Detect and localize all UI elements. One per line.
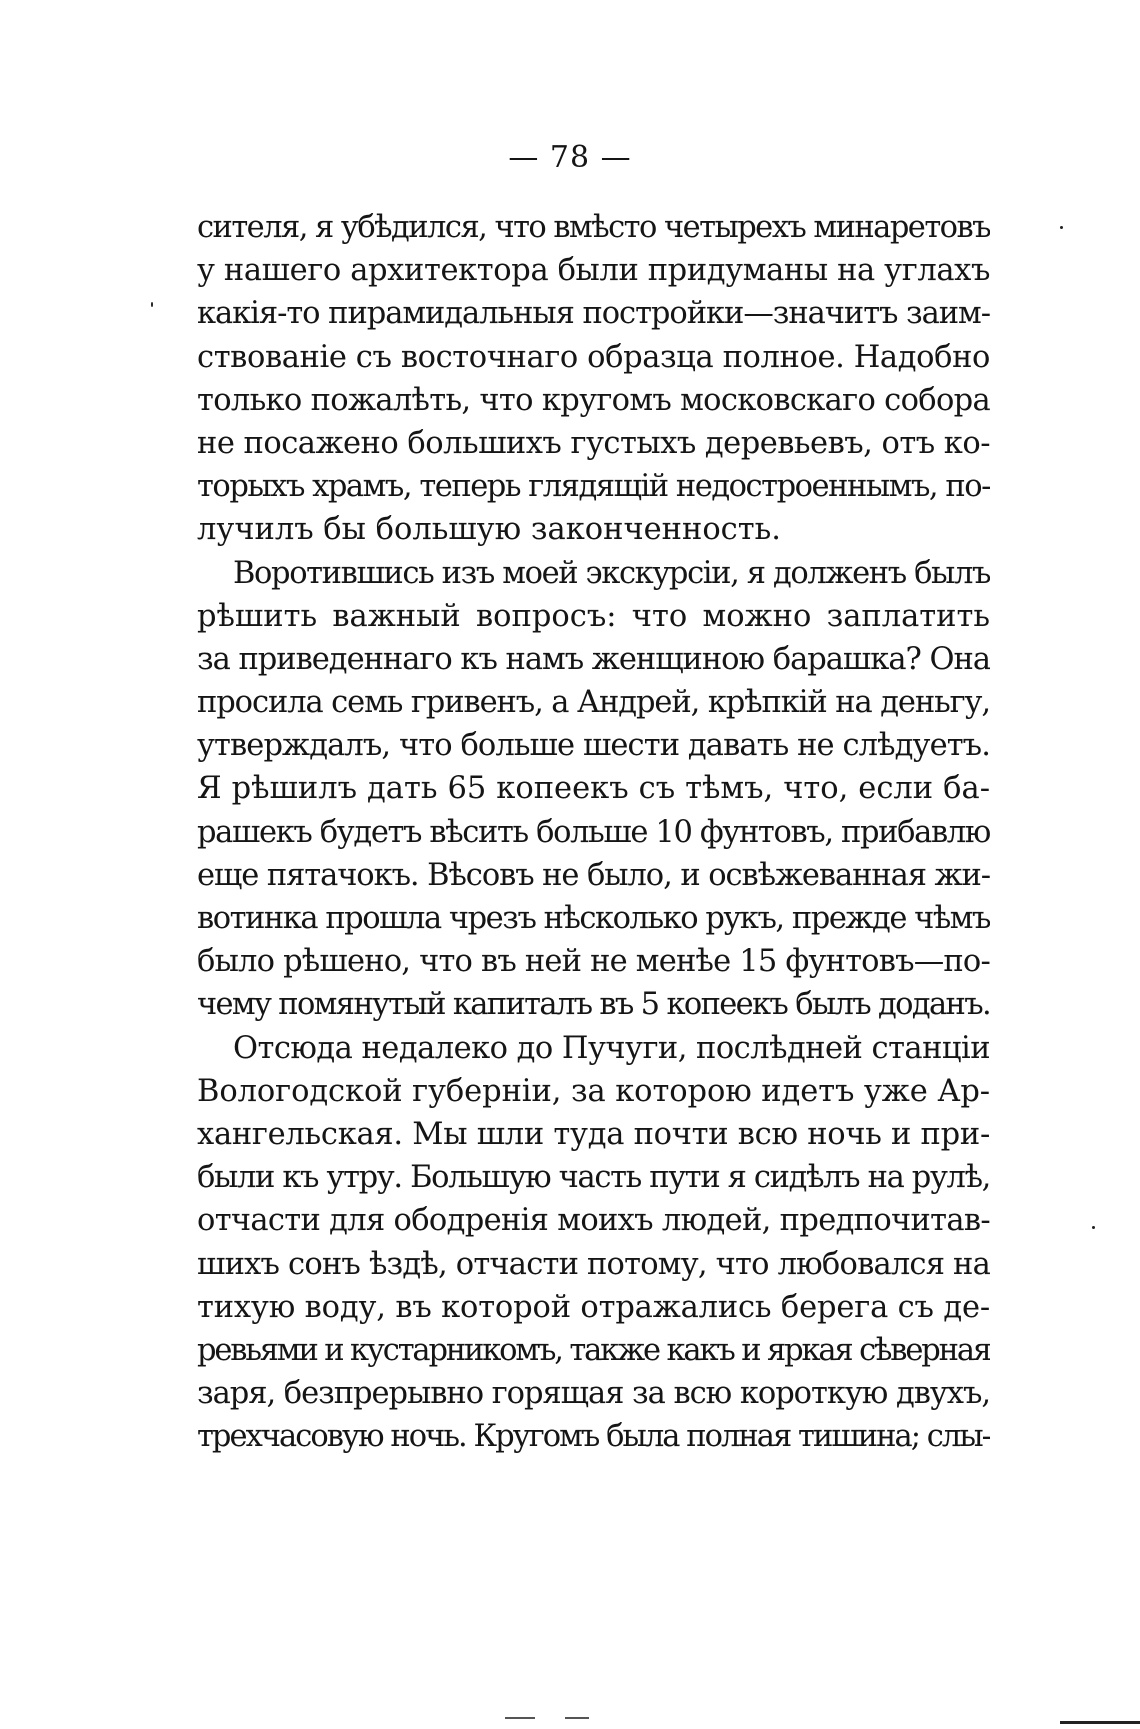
scan-speck (1092, 1226, 1095, 1229)
paragraph-3 (197, 1027, 990, 1459)
text-line: трехчасовую ночь. Кругомъ была полная тишина; слы- (197, 1419, 990, 1455)
text-line: ревьями и кустарникомъ, также какъ и яркая сѣверная (197, 1332, 990, 1368)
paragraph-1 (197, 206, 990, 552)
text-line: было рѣшено, что въ ней не менѣе 15 фунтовъ—по- (197, 944, 990, 980)
text-line: ствованіе съ восточнаго образца полное. Надобно (197, 339, 990, 375)
scan-mark (1060, 1721, 1140, 1724)
text-line: рѣшить важный вопросъ: что можно заплатить (197, 598, 990, 634)
text-line: были къ утру. Большую часть пути я сидѣлъ на рулѣ, (197, 1160, 990, 1196)
text-line: только пожалѣть, что кругомъ московскаго собора (197, 382, 990, 418)
text-line: хангельская. Мы шли туда почти всю ночь и при- (197, 1116, 990, 1152)
text-line: Вологодской губерніи, за которою идетъ уже Ар- (197, 1073, 990, 1109)
text-line: у нашего архитектора были придуманы на углахъ (197, 253, 990, 289)
scan-mark (565, 1717, 589, 1719)
paragraph-2 (197, 552, 990, 1027)
text-line: рашекъ будетъ вѣсить больше 10 фунтовъ, прибавлю (197, 814, 990, 850)
text-line: просила семь гривенъ, а Андрей, крѣпкій на деньгу, (197, 685, 990, 721)
text-line: лучилъ бы большую законченность. (197, 512, 781, 548)
text-line: вотинка прошла чрезъ нѣсколько рукъ, прежде чѣмъ (197, 901, 990, 936)
text-line: утверждалъ, что больше шести давать не слѣдуетъ. (197, 728, 990, 764)
text-line: Воротившись изъ моей экскурсіи, я долженъ былъ (233, 555, 990, 591)
text-line: еще пятачокъ. Вѣсовъ не было, и освѣжеванная жи- (197, 857, 990, 893)
text-line: Отсюда недалеко до Пучуги, послѣдней станціи (233, 1030, 990, 1066)
body-text (197, 206, 990, 1458)
text-line: какія-то пирамидальныя постройки—значитъ заим- (197, 296, 990, 332)
page-number: — 78 — (508, 140, 632, 175)
scan-speck (1060, 226, 1063, 229)
scan-speck (151, 302, 153, 307)
text-line: Я рѣшилъ дать 65 копеекъ съ тѣмъ, что, если ба- (197, 771, 990, 807)
text-line: тихую воду, въ которой отражались берега съ де- (197, 1289, 990, 1325)
scan-mark (505, 1717, 535, 1719)
text-line: не посажено большихъ густыхъ деревьевъ, отъ ко- (197, 425, 990, 461)
text-line: за приведеннаго къ намъ женщиною барашка? Она (197, 641, 990, 677)
text-line: сителя, я убѣдился, что вмѣсто четырехъ минаретовъ (197, 210, 990, 245)
text-line: торыхъ храмъ, теперь глядящій недостроеннымъ, по- (197, 469, 990, 505)
text-line: шихъ сонъ ѣздѣ, отчасти потому, что любовался на (197, 1246, 990, 1282)
text-line: чему помянутый капиталъ въ 5 копеекъ былъ доданъ. (197, 987, 990, 1023)
text-line: заря, безпрерывно горящая за всю короткую двухъ, (197, 1376, 990, 1412)
text-line: отчасти для ободренія моихъ людей, предпочитав- (197, 1203, 990, 1239)
